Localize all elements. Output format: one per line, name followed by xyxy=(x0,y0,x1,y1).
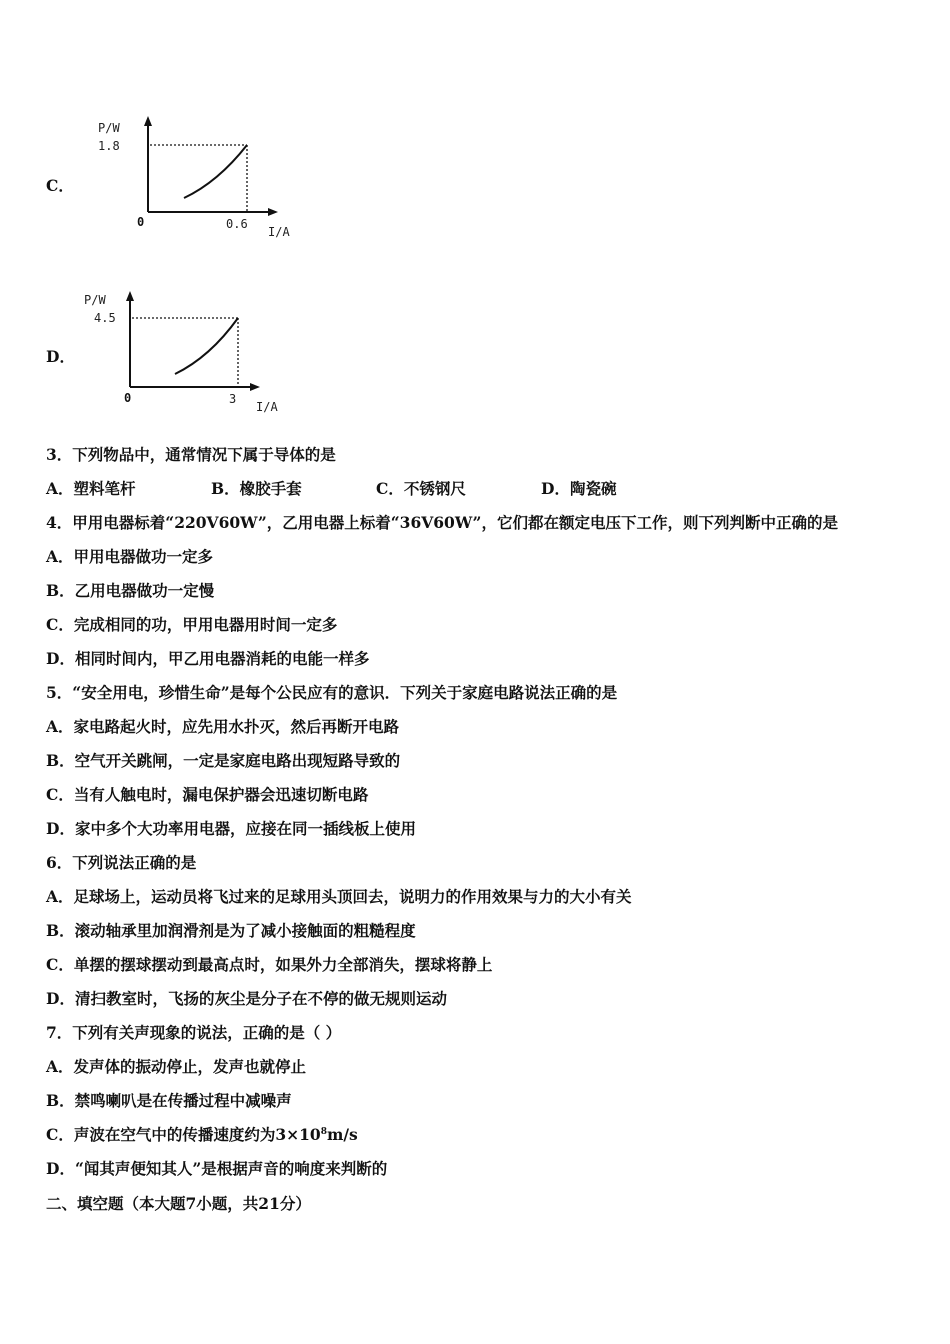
q3-option-d: D．陶瓷碗 xyxy=(541,479,617,498)
section-2-heading: 二、填空题（本大题7小题，共21分） xyxy=(46,1194,311,1213)
q4-option-b: B．乙用电器做功一定慢 xyxy=(46,581,215,600)
q7-option-c-unit: m/s xyxy=(326,1125,358,1144)
q3-option-b: B．橡胶手套 xyxy=(211,479,302,498)
q7-option-c xyxy=(46,1125,358,1145)
figure-c-curve xyxy=(184,145,247,198)
figure-c-x-arrow xyxy=(268,208,278,216)
q7-option-a: A．发声体的振动停止，发声也就停止 xyxy=(46,1057,307,1076)
figure-d-option-label: D． xyxy=(46,347,75,366)
figure-c xyxy=(90,112,310,251)
figure-d-x-value: 3 xyxy=(229,392,237,406)
figure-c-option-label: C． xyxy=(46,176,74,195)
q4-option-a: A．甲用电器做功一定多 xyxy=(46,547,214,566)
q7-option-b: B．禁鸣喇叭是在传播过程中减噪声 xyxy=(46,1091,292,1110)
figure-c-y-arrow xyxy=(144,116,152,126)
q5-option-c: C．当有人触电时，漏电保护器会迅速切断电路 xyxy=(46,785,369,804)
q4-option-d: D．相同时间内，甲乙用电器消耗的电能一样多 xyxy=(46,649,370,668)
q7-option-c-exponent: 8 xyxy=(320,1126,327,1137)
figure-d xyxy=(78,285,298,424)
q7-stem: 7．下列有关声现象的说法，正确的是（ ） xyxy=(46,1023,342,1042)
q5-stem: 5．“安全用电，珍惜生命”是每个公民应有的意识．下列关于家庭电路说法正确的是 xyxy=(46,683,618,702)
q4-option-c: C．完成相同的功，甲用电器用时间一定多 xyxy=(46,615,338,634)
q3-option-a: A．塑料笔杆 xyxy=(46,479,136,498)
figure-d-x-arrow xyxy=(250,383,260,391)
figure-c-y-axis-label: P/W xyxy=(98,121,120,135)
q7-option-c-prefix: C．声波在空气中的传播速度约为3×10 xyxy=(46,1125,321,1144)
q3-option-c: C．不锈钢尺 xyxy=(376,479,466,498)
figure-c-x-axis-label: I/A xyxy=(268,225,290,239)
q7-option-d: D．“闻其声便知其人”是根据声音的响度来判断的 xyxy=(46,1159,388,1178)
q6-option-d: D．清扫教室时，飞扬的灰尘是分子在不停的做无规则运动 xyxy=(46,989,447,1008)
q3-stem: 3．下列物品中，通常情况下属于导体的是 xyxy=(46,445,336,464)
figure-d-x-axis-label: I/A xyxy=(256,400,278,414)
q5-option-b: B．空气开关跳闸，一定是家庭电路出现短路导致的 xyxy=(46,751,401,770)
q4-stem: 4．甲用电器标着“220V60W”，乙用电器上标着“36V60W”，它们都在额定电压下工作，则下列判断中正确的是 xyxy=(46,513,838,532)
figure-d-y-arrow xyxy=(126,291,134,301)
q6-stem: 6．下列说法正确的是 xyxy=(46,853,197,872)
q5-option-d: D．家中多个大功率用电器，应接在同一插线板上使用 xyxy=(46,819,416,838)
q6-option-c: C．单摆的摆球摆动到最高点时，如果外力全部消失，摆球将静上 xyxy=(46,955,493,974)
figure-c-y-value: 1.8 xyxy=(98,139,120,153)
figure-c-origin: 0 xyxy=(137,215,145,229)
figure-d-y-axis-label: P/W xyxy=(84,293,106,307)
figure-d-curve xyxy=(175,318,238,374)
q6-option-b: B．滚动轴承里加润滑剂是为了减小接触面的粗糙程度 xyxy=(46,921,416,940)
q6-option-a: A．足球场上，运动员将飞过来的足球用头顶回去，说明力的作用效果与力的大小有关 xyxy=(46,887,632,906)
figure-d-y-value: 4.5 xyxy=(94,311,116,325)
figure-c-x-value: 0.6 xyxy=(226,217,248,231)
q5-option-a: A．家电路起火时，应先用水扑灭，然后再断开电路 xyxy=(46,717,400,736)
figure-d-origin: 0 xyxy=(124,391,132,405)
